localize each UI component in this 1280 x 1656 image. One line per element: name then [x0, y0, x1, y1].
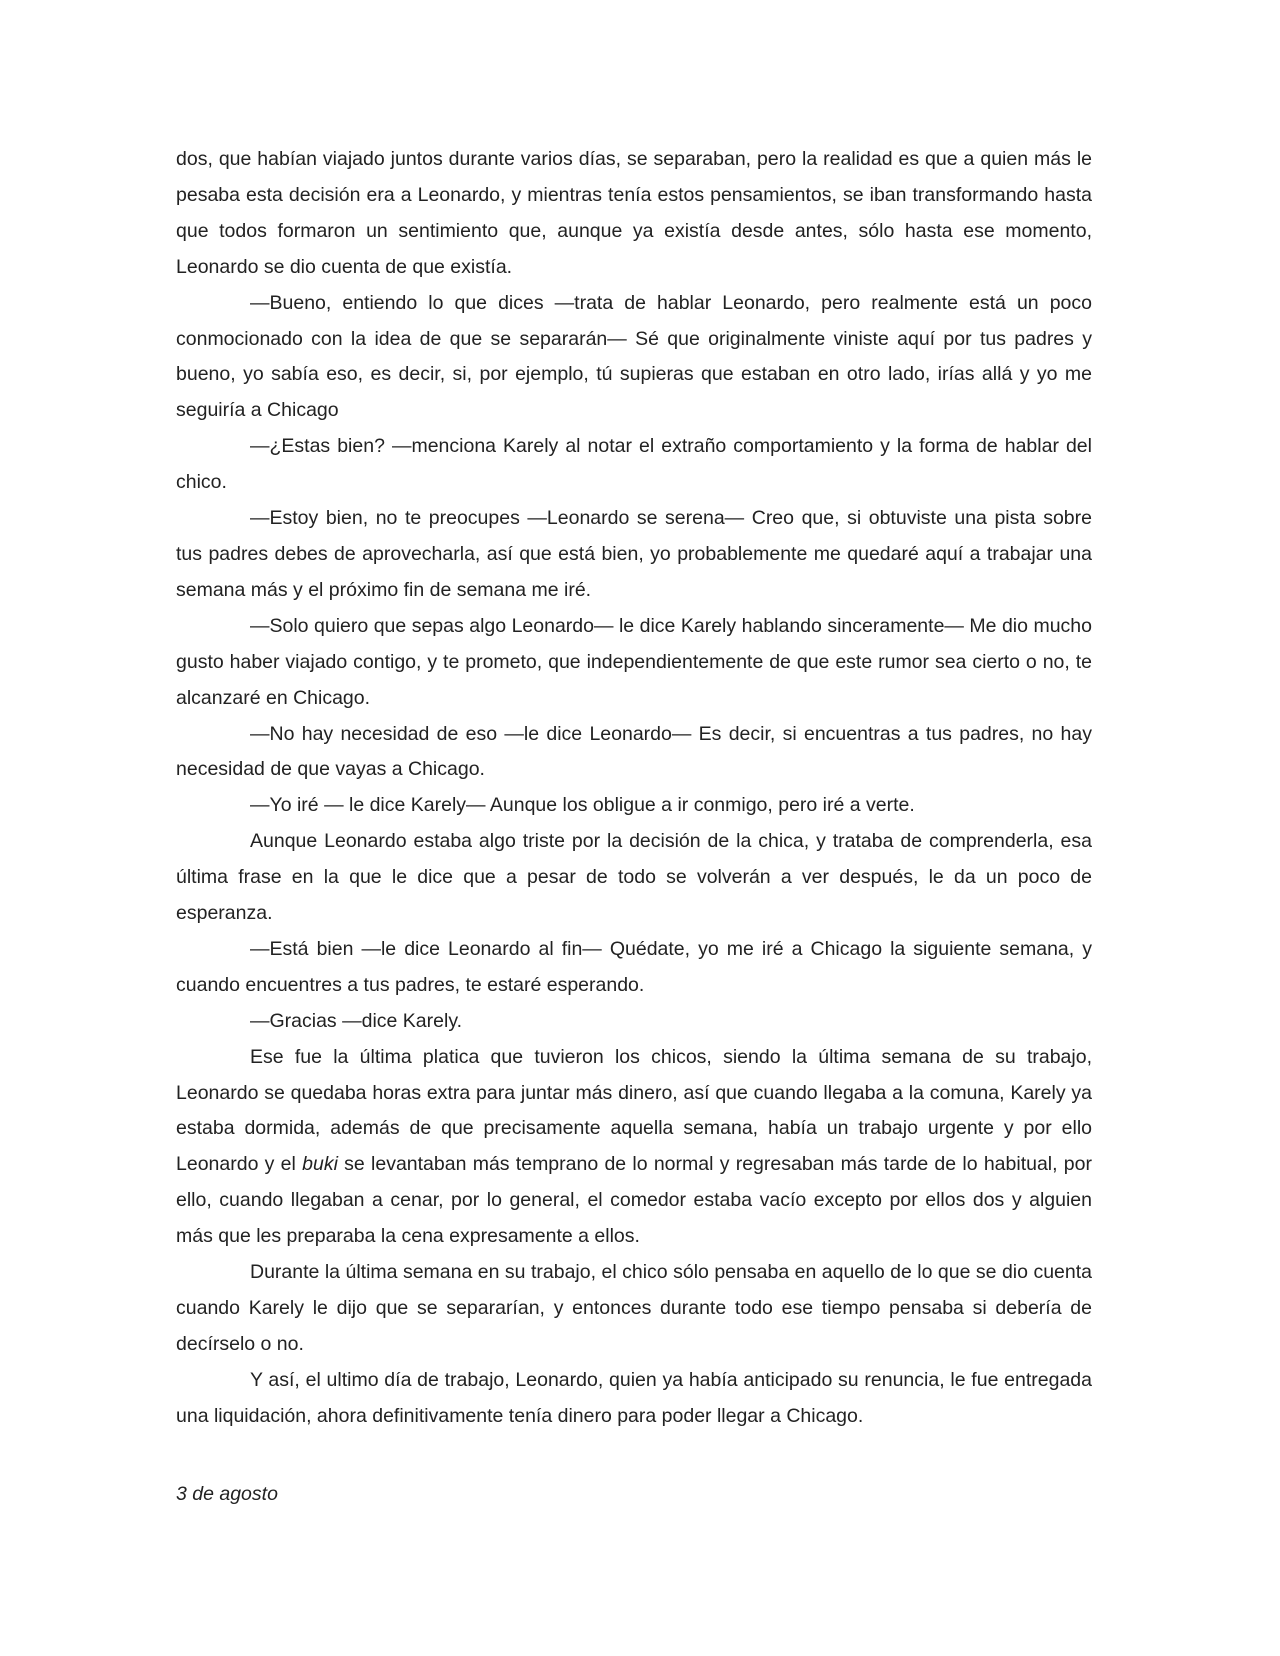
paragraph: —No hay necesidad de eso —le dice Leonardo— Es decir, si encuentras a tus padres, no hay necesidad de que vayas a Chicago.: [176, 722, 1092, 781]
paragraph: —Gracias —dice Karely.: [250, 1009, 463, 1032]
paragraph: —Estoy bien, no te preocupes —Leonardo se serena— Creo que, si obtuviste una pista sobre tus padres debes de aprovecharla, así que está bien, yo probablemente me quedaré aquí a trabajar una semana más y el próximo fin de semana me iré.: [176, 507, 1092, 601]
paragraph: —Está bien —le dice Leonardo al fin— Quédate, yo me iré a Chicago la siguiente semana, y cuando encuentres a tus padres, te estaré esperando.: [176, 937, 1092, 996]
italic-word: buki: [302, 1153, 338, 1176]
paragraph: —Solo quiero que sepas algo Leonardo— le dice Karely hablando sinceramente— Me dio mucho gusto haber viajado contigo, y te prometo, que independientemente de que este rumor sea cierto o no, te alcanzaré en Chicago.: [176, 614, 1092, 709]
paragraph-with-italic: [176, 1040, 1092, 1255]
body-text: [176, 142, 1092, 1435]
paragraph: dos, que habían viajado juntos durante varios días, se separaban, pero la realidad es que a quien más le pesaba esta decisión era a Leonardo, y mientras tenía estos pensamientos, se iban transformando hasta que todos formaron un sentimiento que, aunque ya existía desde antes, sólo hasta ese momento, Leonardo se dio cuenta de que existía.: [176, 148, 1092, 278]
paragraph: Y así, el ultimo día de trabajo, Leonardo, quien ya había anticipado su renuncia, le fue entregada una liquidación, ahora definitivamente tenía dinero para poder llegar a Chicago.: [176, 1368, 1092, 1427]
paragraph-text: se levantaban más temprano de lo normal y regresaban más tarde de lo habitual, por ello, cuando llegaban a cenar, por lo general, el comedor estaba vacío excepto por ellos dos y alguien más que les preparaba la cena expresamente a ellos.: [176, 1153, 1092, 1248]
date-heading: 3 de agosto: [176, 1483, 278, 1505]
paragraph-text: Ese fue la última platica que tuvieron los chicos, siendo la última semana de su trabajo, Leonardo se quedaba horas extra para juntar más dinero, así que cuando llegaba a la comuna, Karely ya estaba dormida, además de que precisamente aquella semana, había un trabajo urgente y por ello Leonardo y el: [176, 1045, 1092, 1176]
paragraph: —Bueno, entiendo lo que dices —trata de hablar Leonardo, pero realmente está un poco conmocionado con la idea de que se separarán— Sé que originalmente viniste aquí por tus padres y bueno, yo sabía eso, es decir, si, por ejemplo, tú supieras que estaban en otro lado, irías allá y yo me seguiría a Chicago: [176, 291, 1092, 422]
paragraph: Durante la última semana en su trabajo, el chico sólo pensaba en aquello de lo que se dio cuenta cuando Karely le dijo que se separarían, y entonces durante todo ese tiempo pensaba si debería de decírselo o no.: [176, 1261, 1092, 1355]
paragraph: Aunque Leonardo estaba algo triste por la decisión de la chica, y trataba de comprenderla, esa última frase en la que le dice que a pesar de todo se volverán a ver después, le da un poco de esperanza.: [176, 830, 1092, 925]
paragraph: —¿Estas bien? —menciona Karely al notar el extraño comportamiento y la forma de hablar del chico.: [176, 435, 1092, 494]
paragraph: —Yo iré — le dice Karely— Aunque los obligue a ir conmigo, pero iré a verte.: [250, 794, 915, 817]
